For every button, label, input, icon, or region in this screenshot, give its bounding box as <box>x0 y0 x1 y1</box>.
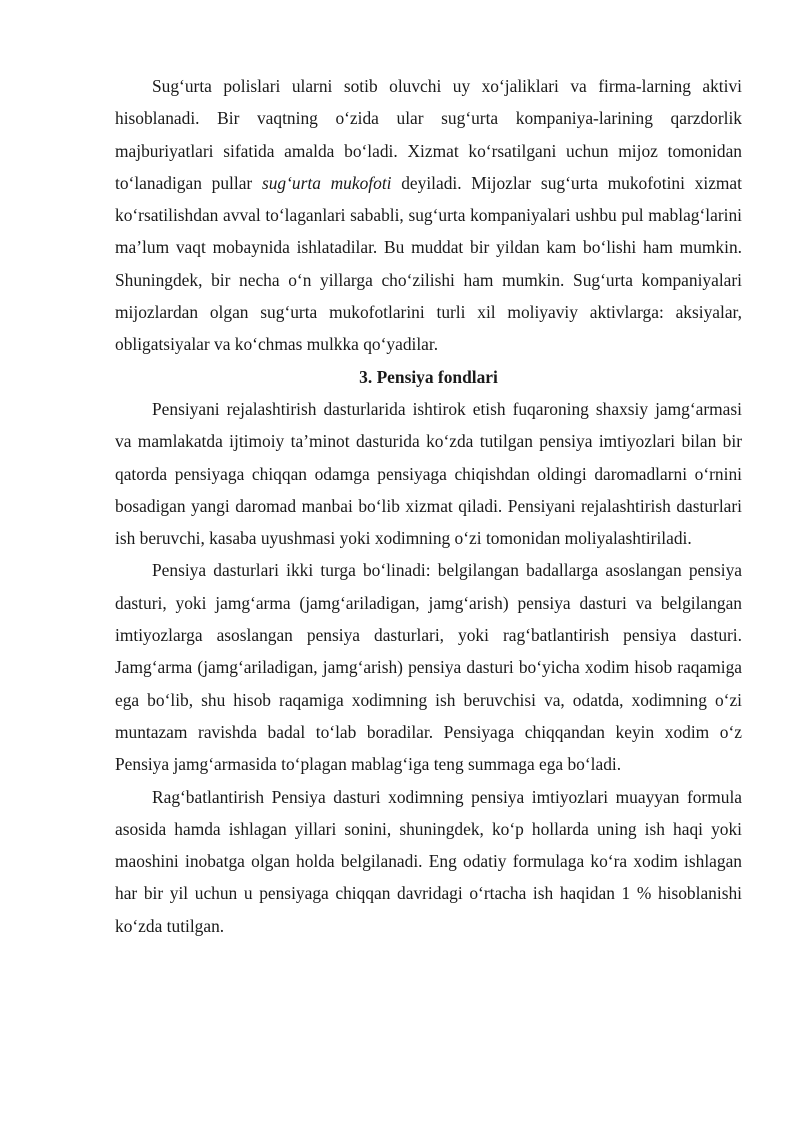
emphasized-term: sug‘urta mukofoti <box>261 172 392 193</box>
paragraph-text: deyiladi. Mijozlar sug‘urta mukofotini xizmat ko‘rsatilishdan avval to‘laganlari sababli, sug‘urta kompaniyalari ushbu pul mablag‘larini ma’lum vaqt mobaynida ishlatadilar. Bu muddat bir yildan kam bo‘lishi ham mumkin. Shuningdek, bir necha o‘n yillarga cho‘zilishi ham mumkin. Sug‘urta kompaniyalari mijozlardan olgan sug‘urta mukofotlarini turli xil moliyaviy aktivlarga: aksiyalar, obligatsiyalar va ko‘chmas mulkka qo‘yadilar. <box>115 172 742 355</box>
section-heading: 3. Pensiya fondlari <box>359 366 498 387</box>
paragraph-text: Sug‘urta polislari ularni sotib oluvchi uy xo‘jaliklari va firma-larning aktivi hisoblanadi. Bir vaqtning o‘zida ular sug‘urta kompaniya-larining qarzdorlik majburiyatlari sifatida amalda bo‘ladi. Xizmat ko‘rsatilgani uchun mijoz tomonidan to‘lanadigan pullar <box>115 76 742 193</box>
paragraph-insurance-policies <box>115 70 742 361</box>
paragraph-pension-planning: Pensiyani rejalashtirish dasturlarida ishtirok etish fuqaroning shaxsiy jamg‘armasi va mamlakatda ijtimoiy ta’minot dasturida ko‘zda tutilgan pensiya imtiyozlari bilan bir qatorda pensiyaga chiqqan odamga pensiyaga chiqishdan oldingi daromadlarni o‘rnini bosadigan yangi daromad manbai bo‘lib xizmat qiladi. Pensiyani rejalashtirish dasturlari ish beruvchi, kasaba uyushmasi yoki xodimning o‘zi tomonidan moliyalashtiriladi. <box>115 398 742 549</box>
document-page <box>115 70 742 942</box>
paragraph-pension-types: Pensiya dasturlari ikki turga bo‘linadi: belgilangan badallarga asoslangan pensiya dasturi, yoki jamg‘arma (jamg‘ariladigan, jamg‘arish) pensiya dasturi va belgilangan imtiyozlarga asoslangan pensiya dasturlari, yoki rag‘batlantirish pensiya dasturi. Jamg‘arma (jamg‘ariladigan, jamg‘arish) pensiya dasturi bo‘yicha xodim hisob raqamiga ega bo‘lib, shu hisob raqamiga xodimning ish beruvchisi va, odatda, xodimning o‘zi muntazam ravishda badal to‘lab boradilar. Pensiyaga chiqqandan keyin xodim o‘z Pensiya jamg‘armasida to‘plagan mablag‘iga teng summaga ega bo‘ladi. <box>115 560 742 775</box>
paragraph-incentive-pension: Rag‘batlantirish Pensiya dasturi xodimning pensiya imtiyozlari muayyan formula asosida hamda ishlagan yillari sonini, shuningdek, ko‘p hollarda uning ish haqi yoki maoshini inobatga olgan holda belgilanadi. Eng odatiy formulaga ko‘ra xodim ishlagan har bir yil uchun u pensiyaga chiqqan davridagi o‘rtacha ish haqidan 1 % hisoblanishi ko‘zda tutilgan. <box>115 786 742 936</box>
